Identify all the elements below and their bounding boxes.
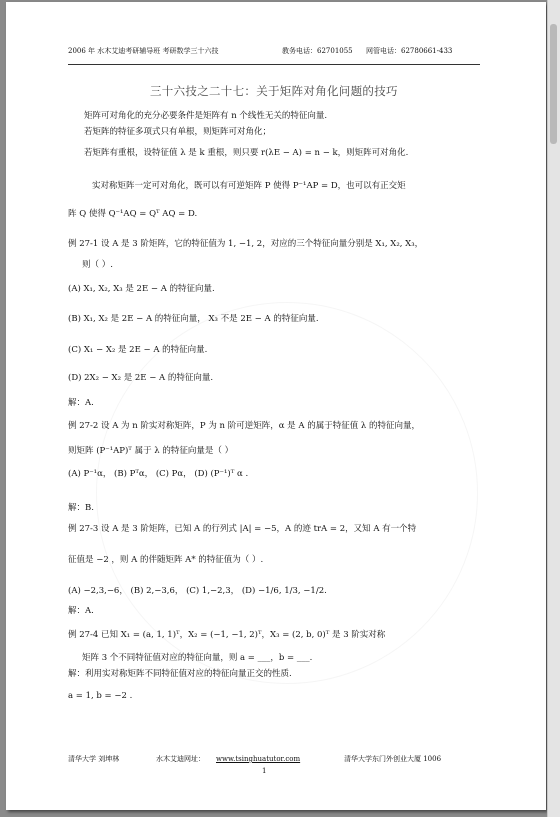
ex2-answer: 解：B. (68, 503, 94, 513)
ex1-option-a: (A) X₁, X₂, X₃ 是 2E − A 的特征向量. (68, 284, 215, 294)
ex4-stem: 例 27-4 已知 X₁ = (a, 1, 1)ᵀ，X₂ = (−1, −1, 2)ᵀ，X₃ = (2, b, 0)ᵀ 是 3 阶实对称 (68, 630, 386, 640)
footer-left: 清华大学 刘坤林 (68, 755, 120, 763)
ex2-options: (A) P⁻¹α， (B) Pᵀα， (C) Pα， (D) (P⁻¹)ᵀ α . (68, 469, 249, 479)
ex1-option-d: (D) 2X₂ − X₂ 是 2E − A 的特征向量. (68, 373, 214, 383)
scrollbar-thumb[interactable] (550, 24, 557, 144)
intro-line-3: 若矩阵有重根，设特征值 λ 是 k 重根，则只要 r(λE − A) = n − k，则矩阵可对角化. (84, 148, 409, 158)
ex4-hint: 解：利用实对称矩阵不同特征值对应的特征向量正交的性质. (68, 669, 292, 679)
ex1-option-c: (C) X₁ − X₂ 是 2E − A 的特征向量. (68, 345, 208, 355)
ex1-stem-2: 则（ ）. (82, 260, 113, 270)
footer-site-link[interactable]: www.tsinghuatutor.com (216, 755, 301, 763)
header-left: 2006 年 水木艾迪考研辅导班 考研数学三十六技 (68, 47, 219, 55)
ex4-answer: a = 1, b = −2 . (68, 691, 133, 701)
page-number: 1 (262, 767, 267, 775)
intro-line-1: 矩阵可对角化的充分必要条件是矩阵有 n 个线性无关的特征向量. (84, 111, 328, 121)
ex2-stem-2: 则矩阵 (P⁻¹AP)ᵀ 属于 λ 的特征向量是（ ） (68, 446, 234, 456)
ex3-options: (A) −2,3,−6， (B) 2,−3,6， (C) 1,−2,3， (D) −1/6, 1/3, −1/2. (68, 586, 327, 596)
footer-right: 清华大学东门外创业大厦 1006 (344, 755, 442, 763)
ex2-stem: 例 27-2 设 A 为 n 阶实对称矩阵，P 为 n 阶可逆矩阵，α 是 A 的属于特征值 λ 的特征向量， (68, 421, 420, 431)
ex1-stem: 例 27-1 设 A 是 3 阶矩阵，它的特征值为 1, −1, 2，对应的三个特征向量分别是 X₁, X₂, X₃， (68, 239, 424, 249)
watermark (96, 302, 478, 684)
ex1-option-b: (B) X₁, X₂ 是 2E − A 的特征向量， X₃ 不是 2E − A 的特征向量. (68, 314, 319, 324)
intro-line-4: 实对称矩阵一定可对角化，既可以有可逆矩阵 P 使得 P⁻¹AP = D，也可以有正交矩 (92, 181, 406, 191)
ex3-stem: 例 27-3 设 A 是 3 阶矩阵，已知 A 的行列式 |A| = −5，A 的迹 trA = 2，又知 A 有一个特 (68, 524, 417, 534)
document-page (6, 2, 546, 810)
footer-site-label: 水木艾迪网址： (156, 755, 205, 763)
ex4-stem-2: 矩阵 3 个不同特征值对应的特征向量，则 a = ___，b = ___. (82, 653, 313, 663)
ex3-stem-2: 征值是 −2 ，则 A 的伴随矩阵 A* 的特征值为（ ）. (68, 555, 264, 565)
vertical-scrollbar[interactable] (547, 0, 560, 817)
header-phone-2: 网管电话：62780661-433 (366, 47, 453, 55)
intro-line-5: 阵 Q 使得 Q⁻¹AQ = Qᵀ AQ = D. (68, 209, 198, 219)
page-title: 三十六技之二十七：关于矩阵对角化问题的技巧 (150, 84, 398, 98)
intro-line-2: 若矩阵的特征多项式只有单根，则矩阵可对角化； (84, 127, 272, 137)
ex3-answer: 解：A. (68, 606, 94, 616)
header-rule (68, 64, 480, 65)
header-phone-1: 教务电话：62701055 (282, 47, 353, 55)
ex1-answer: 解：A. (68, 398, 94, 408)
